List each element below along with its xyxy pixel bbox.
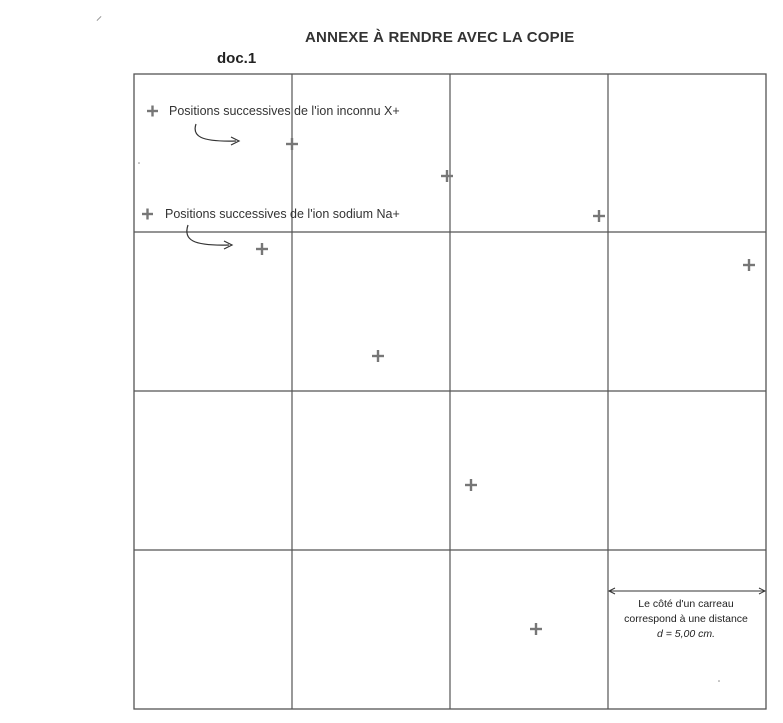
doc-label: doc.1 [217, 50, 257, 67]
scale-note-line-1: Le côté d'un carreau [638, 598, 734, 610]
unknown-ion-position-marker [743, 259, 755, 271]
curved-arrow-icon-sodium [187, 225, 232, 249]
scan-speck [138, 162, 140, 164]
double-arrow-icon [609, 588, 765, 594]
legend-marker-icon-sodium [142, 209, 153, 220]
unknown-ion-position-marker [441, 170, 453, 182]
sodium-ion-position-marker [372, 350, 384, 362]
sodium-ion-position-marker [256, 243, 268, 255]
legend-sodium-ion-label: Positions successives de l'ion sodium Na+ [165, 207, 400, 221]
scan-speck [718, 680, 720, 682]
curved-arrow-icon-unknown [195, 124, 239, 145]
sodium-ion-position-marker [465, 479, 477, 491]
scale-note-line-2: correspond à une distance [624, 613, 748, 625]
legend-marker-icon-unknown [147, 106, 158, 117]
legend-unknown-ion-label: Positions successives de l'ion inconnu X+ [169, 104, 400, 118]
page-title: ANNEXE À RENDRE AVEC LA COPIE [305, 29, 575, 46]
sodium-ion-position-marker [530, 623, 542, 635]
unknown-ion-position-marker [593, 210, 605, 222]
unknown-ion-position-marker [286, 138, 298, 150]
scale-note-line-3: d = 5,00 cm. [656, 628, 716, 640]
